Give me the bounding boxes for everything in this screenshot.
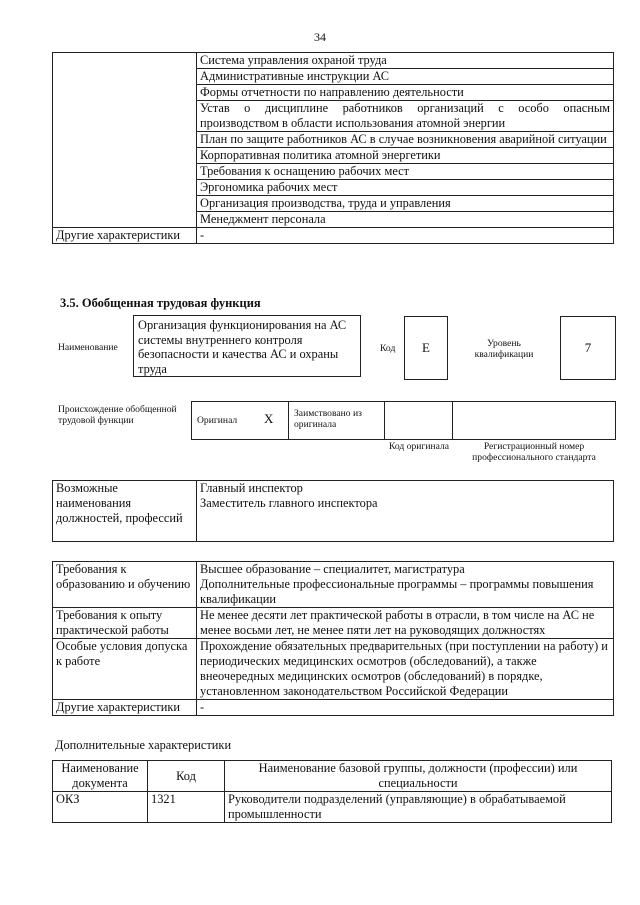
additional-title: Дополнительные характеристики xyxy=(55,738,232,752)
table-row: Устав о дисциплине работников организаций с особо опасным производством в области использования атомной энергии xyxy=(197,101,614,132)
positions-table xyxy=(52,480,614,542)
table-row: Формы отчетности по направлению деятельности xyxy=(197,85,614,101)
requirement-value: Прохождение обязательных предварительных (при поступлении на работу) и периодических медицинских осмотров (обследований), а также внеочередных медицинских осмотров (обследований) в порядке, установленном законодательством Российской Федерации xyxy=(197,639,614,700)
original-mark: X xyxy=(264,411,274,426)
borrowed-label: Заимствовано из оригинала xyxy=(294,408,362,430)
additional-table xyxy=(52,760,612,823)
table-row: Административные инструкции АС xyxy=(197,69,614,85)
page-number: 34 xyxy=(314,30,326,44)
position-item: Заместитель главного инспектора xyxy=(200,496,378,510)
requirement-label: Другие характеристики xyxy=(53,700,197,716)
name-label: Наименование xyxy=(58,342,118,353)
divider xyxy=(384,401,385,439)
table-row: Эргономика рабочих мест xyxy=(197,180,614,196)
empty-label-cell xyxy=(53,53,197,228)
positions-label: Возможные наименования должностей, профессий xyxy=(53,481,197,542)
original-label: Оригинал xyxy=(197,415,238,426)
table-row: Менеджмент персонала xyxy=(197,212,614,228)
requirement-value: Не менее десяти лет практической работы в отрасли, в том числе на АС не менее восьми лет, не менее пяти лет на руководящих должностях xyxy=(197,608,614,639)
table-cell: 1321 xyxy=(148,792,225,823)
other-characteristics-value: - xyxy=(197,228,614,244)
requirement-label: Требования к образованию и обучению xyxy=(53,562,197,608)
code-original-caption: Код оригинала xyxy=(388,441,450,452)
requirement-label: Требования к опыту практической работы xyxy=(53,608,197,639)
origin-box xyxy=(191,401,616,440)
divider xyxy=(452,401,453,439)
origin-label: Происхождение обобщенной трудовой функции xyxy=(58,404,177,426)
divider xyxy=(288,401,289,439)
registration-number-caption: Регистрационный номер профессионального стандарта xyxy=(472,441,596,463)
section-title: 3.5. Обобщенная трудовая функция xyxy=(60,296,261,310)
code-label: Код xyxy=(380,343,396,354)
code-value-box: E xyxy=(404,316,448,380)
requirement-value: - xyxy=(197,700,614,716)
requirement-label: Особые условия допуска к работе xyxy=(53,639,197,700)
level-label: Уровень квалификации xyxy=(474,338,534,360)
table-cell: Руководители подразделений (управляющие) в обрабатываемой промышленности xyxy=(225,792,612,823)
table-header: Код xyxy=(148,761,225,792)
table-row: Корпоративная политика атомной энергетики xyxy=(197,148,614,164)
table-row: План по защите работников АС в случае возникновения аварийной ситуации xyxy=(197,132,614,148)
table-row: Организация производства, труда и управления xyxy=(197,196,614,212)
position-item: Главный инспектор xyxy=(200,481,303,495)
other-characteristics-label: Другие характеристики xyxy=(53,228,197,244)
table-row: Система управления охраной труда xyxy=(197,53,614,69)
positions-values xyxy=(197,481,614,542)
requirements-table xyxy=(52,561,614,716)
table-header: Наименование базовой группы, должности (профессии) или специальности xyxy=(225,761,612,792)
table-cell: ОКЗ xyxy=(53,792,148,823)
requirement-value: Высшее образование – специалитет, магистратура Дополнительные профессиональные программы – программы повышения квалификации xyxy=(197,562,614,608)
level-value-box: 7 xyxy=(560,316,616,380)
table-row: Требования к оснащению рабочих мест xyxy=(197,164,614,180)
knowledge-table xyxy=(52,52,614,244)
table-header: Наименование документа xyxy=(53,761,148,792)
function-name-box: Организация функционирования на АС системы внутреннего контроля безопасности и качества АС и охраны труда xyxy=(133,315,361,377)
